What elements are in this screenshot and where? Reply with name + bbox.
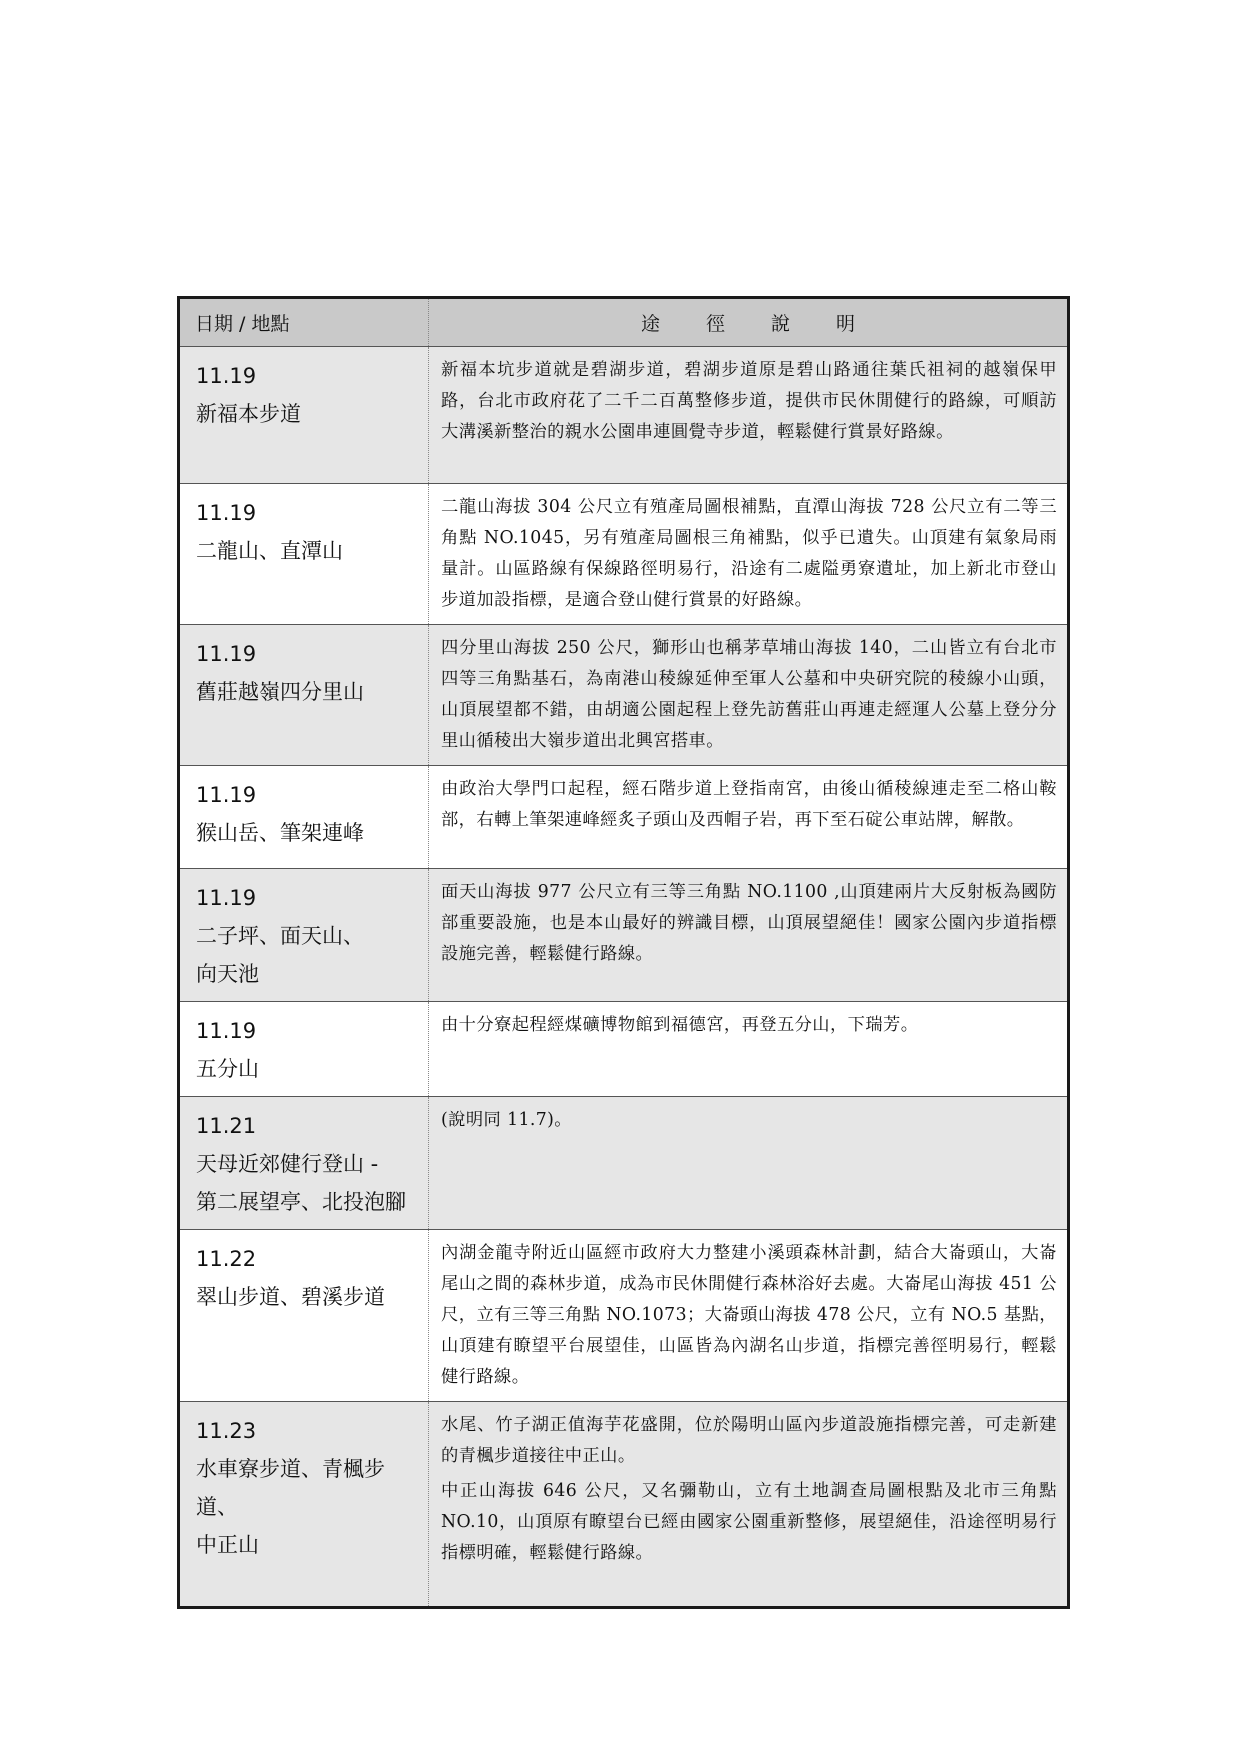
table-row [179, 766, 1069, 869]
table-row [179, 1097, 1069, 1230]
description-cell [429, 1002, 1069, 1097]
row-place: 水車寮步道、青楓步道、 [196, 1457, 385, 1519]
row-date: 11.19 [196, 1019, 257, 1043]
date-place-cell [179, 347, 429, 484]
row-date: 11.19 [196, 501, 257, 525]
date-place-cell [179, 484, 429, 625]
row-place: 中正山 [196, 1533, 259, 1557]
row-place: 天母近郊健行登山 - [196, 1152, 379, 1176]
row-place: 二子坪、面天山、 [196, 924, 364, 948]
table-header-row [179, 298, 1069, 347]
header-date-place: 日期 / 地點 [179, 298, 429, 347]
table-row [179, 1002, 1069, 1097]
table-row [179, 347, 1069, 484]
row-place: 舊莊越嶺四分里山 [196, 680, 364, 704]
table-row [179, 1230, 1069, 1402]
row-date: 11.23 [196, 1419, 257, 1443]
row-description: 新福本坑步道就是碧湖步道，碧湖步道原是碧山路通往葉氏祖祠的越嶺保甲路，台北市政府花了二千二百萬整修步道，提供市民休閒健行的路線，可順訪大溝溪新整治的親水公園串連圓覺寺步道，輕鬆健行賞景好路線。 [441, 360, 1057, 442]
row-description: 四分里山海拔 250 公尺，獅形山也稱茅草埔山海拔 140，二山皆立有台北市四等三角點基石，為南港山稜線延伸至軍人公墓和中央研究院的稜線小山頭，山頂展望都不錯，由胡適公園起程上登先訪舊莊山再連走經運人公墓上登分分里山循稜出大嶺步道出北興宮搭車。 [441, 638, 1057, 751]
row-description: 內湖金龍寺附近山區經市政府大力整建小溪頭森林計劃，結合大崙頭山，大崙尾山之間的森林步道，成為市民休閒健行森林浴好去處。大崙尾山海拔 451 公尺，立有三等三角點 NO.1073；大崙頭山海拔 478 公尺，立有 NO.5 基點，山頂建有瞭望平台展望佳，山區皆為內湖名山步道，指標完善徑明易行，輕鬆健行路線。 [441, 1243, 1057, 1387]
date-place-cell [179, 1002, 429, 1097]
date-place-cell [179, 1230, 429, 1402]
date-place-cell [179, 869, 429, 1002]
table-body [179, 347, 1069, 1608]
row-place: 向天池 [196, 962, 259, 986]
header-description: 途徑說明 [429, 298, 1069, 347]
row-date: 11.22 [196, 1247, 257, 1271]
table-row [179, 484, 1069, 625]
row-description: 二龍山海拔 304 公尺立有殖產局圖根補點，直潭山海拔 728 公尺立有二等三角點 NO.1045，另有殖產局圖根三角補點，似乎已遺失。山頂建有氣象局雨量計。山區路線有保線路徑明易行，沿途有二處隘勇寮遺址，加上新北市登山步道加設指標，是適合登山健行賞景的好路線。 [441, 497, 1057, 610]
row-description: (說明同 11.7)。 [441, 1110, 572, 1130]
date-place-cell [179, 625, 429, 766]
row-date: 11.19 [196, 886, 257, 910]
description-cell [429, 347, 1069, 484]
row-description: 水尾、竹子湖正值海芋花盛開，位於陽明山區內步道設施指標完善，可走新建的青楓步道接往中正山。 [441, 1415, 1057, 1466]
row-date: 11.21 [196, 1114, 257, 1138]
row-date: 11.19 [196, 364, 257, 388]
description-cell [429, 766, 1069, 869]
description-cell [429, 1230, 1069, 1402]
date-place-cell [179, 1097, 429, 1230]
date-place-cell [179, 1402, 429, 1608]
row-date: 11.19 [196, 642, 257, 666]
row-place: 第二展望亭、北投泡腳 [196, 1190, 406, 1214]
row-date: 11.19 [196, 783, 257, 807]
row-place: 新福本步道 [196, 402, 301, 426]
row-description: 中正山海拔 646 公尺，又名彌勒山，立有土地調查局圖根點及北市三角點 NO.10，山頂原有瞭望台已經由國家公園重新整修，展望絕佳，沿途徑明易行指標明確，輕鬆健行路線。 [441, 1481, 1057, 1563]
description-cell [429, 869, 1069, 1002]
row-description: 面天山海拔 977 公尺立有三等三角點 NO.1100 ,山頂建兩片大反射板為國防部重要設施，也是本山最好的辨識目標，山頂展望絕佳！國家公園內步道指標設施完善，輕鬆健行路線。 [441, 882, 1057, 964]
description-cell [429, 484, 1069, 625]
description-cell [429, 625, 1069, 766]
row-place: 翠山步道、碧溪步道 [196, 1285, 385, 1309]
row-description: 由十分寮起程經煤礦博物館到福德宮，再登五分山，下瑞芳。 [441, 1015, 919, 1035]
description-cell [429, 1097, 1069, 1230]
table-row [179, 625, 1069, 766]
row-place: 猴山岳、筆架連峰 [196, 821, 364, 845]
description-cell [429, 1402, 1069, 1608]
table-row [179, 1402, 1069, 1608]
schedule-table [177, 296, 1070, 1609]
row-description: 由政治大學門口起程，經石階步道上登指南宮，由後山循稜線連走至二格山鞍部，右轉上筆架連峰經炙子頭山及西帽子岩，再下至石碇公車站牌，解散。 [441, 779, 1057, 830]
row-place: 二龍山、直潭山 [196, 539, 343, 563]
row-place: 五分山 [196, 1057, 259, 1081]
date-place-cell [179, 766, 429, 869]
table-row [179, 869, 1069, 1002]
